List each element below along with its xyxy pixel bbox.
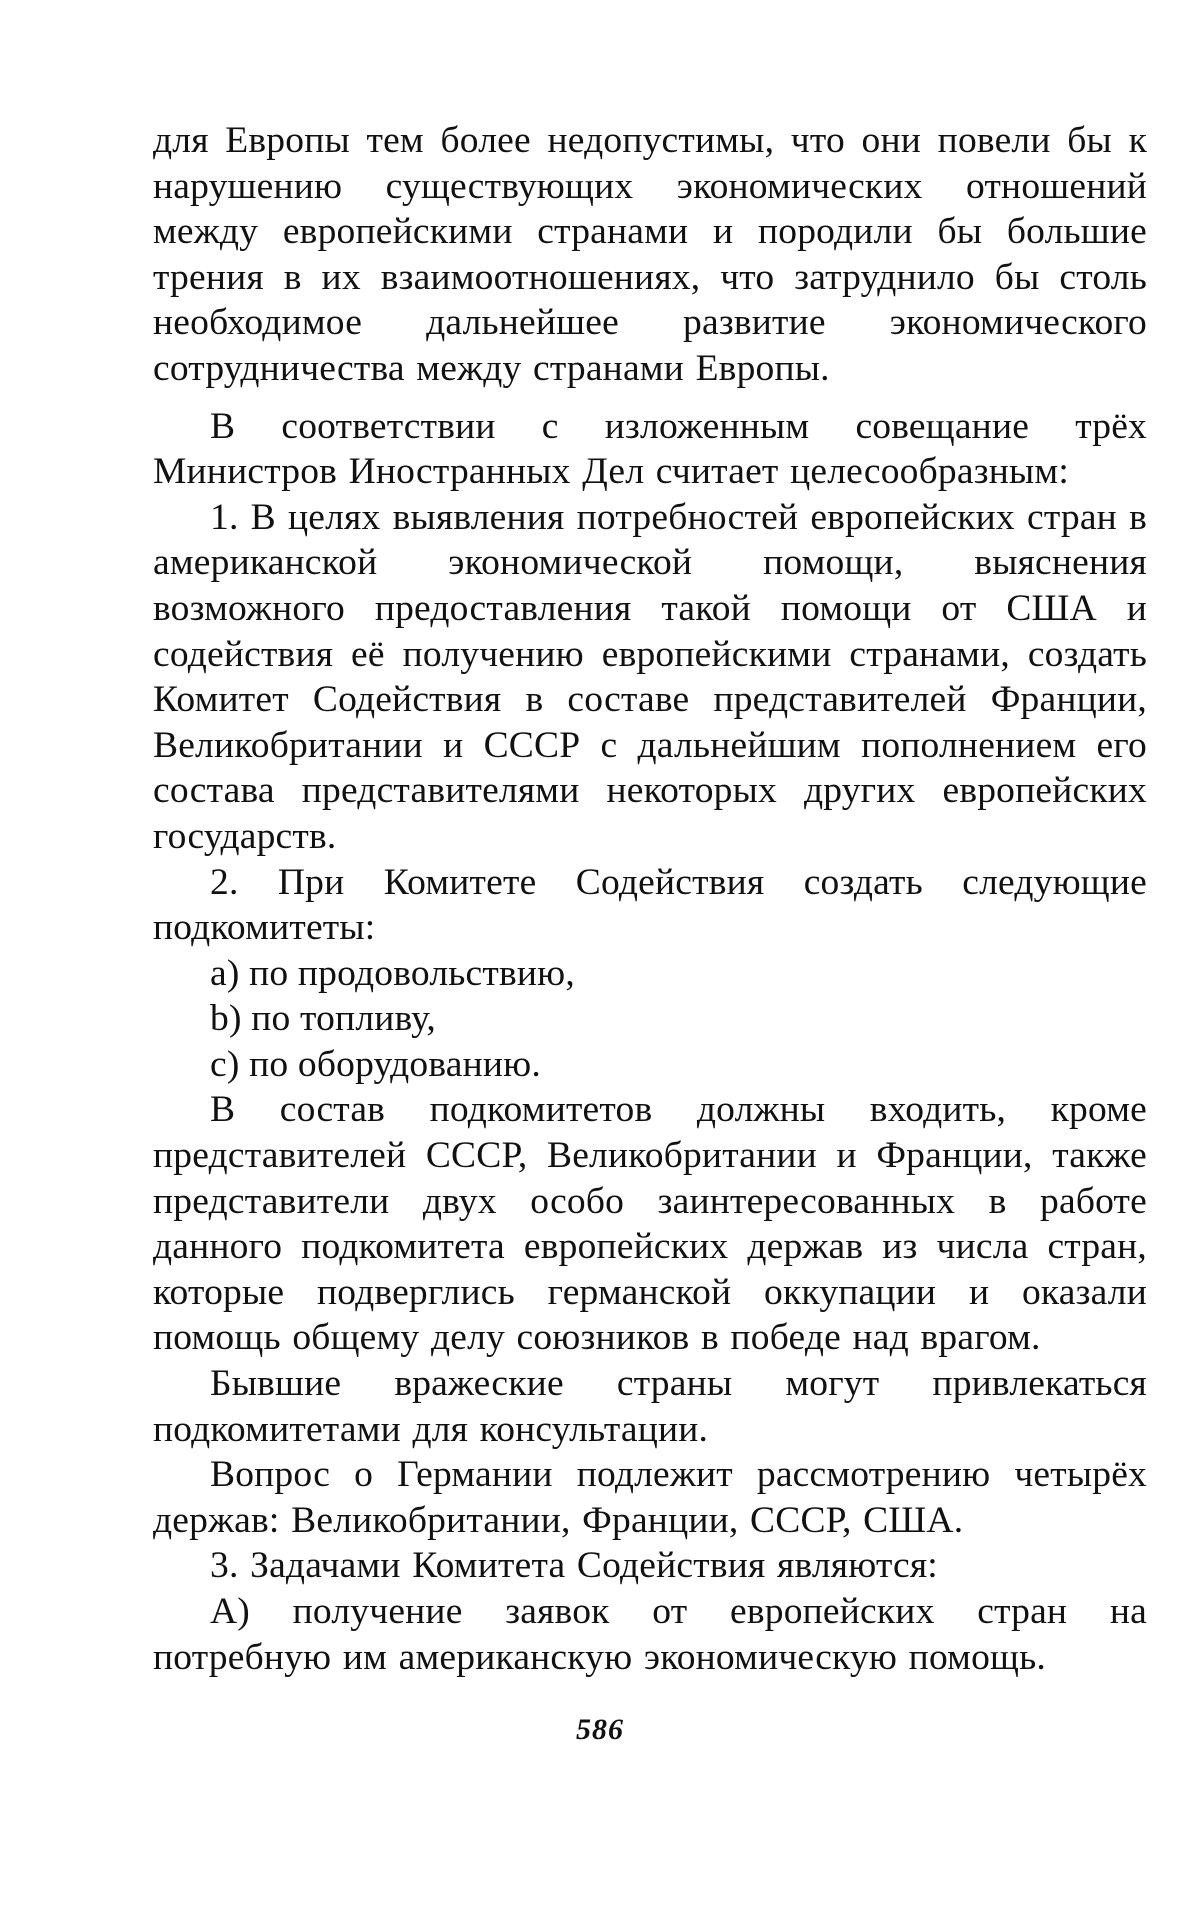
page-number: 586 xyxy=(576,1713,624,1746)
paragraph-item-3: 3. Задачами Комитета Содействия являются: xyxy=(210,1545,938,1587)
page-body xyxy=(153,118,1147,1680)
paragraph-conference-decision: В соответствии с изложенным совещание трёх Министров Иностранных Дел считает целесообразным: xyxy=(153,405,1147,493)
subcommittee-equipment: c) по оборудованию. xyxy=(210,1043,541,1085)
paragraph-germany-question: Вопрос о Германии подлежит рассмотрению четырёх держав: Великобритании, Франции, СССР, США. xyxy=(153,1454,1147,1541)
paragraph-item-2: 2. При Комитете Содействия создать следующие подкомитеты: xyxy=(153,861,1147,949)
paragraph-continuation: для Европы тем более недопустимы, что они повели бы к нарушению существующих экономических отношений между европейскими странами и породили бы большие трения в их взаимоотношениях, что затруднило бы столь необходимое дальнейшее развитие экономического сотрудничества между странами Европы. xyxy=(153,120,1147,389)
subcommittee-food: a) по продовольствию, xyxy=(210,952,575,994)
subcommittee-fuel: b) по топливу, xyxy=(210,998,436,1040)
paragraph-item-1: 1. В целях выявления потребностей европейских стран в американской экономической помощи, выяснения возможного предоставления такой помощи от США и содействия её получению европейскими странами, создать Комитет Содействия в составе представителей Франции, Великобритании и СССР с дальнейшим пополнением его состава представителями некоторых других европейских государств. xyxy=(153,496,1147,857)
paragraph-subcommittee-composition: В состав подкомитетов должны входить, кроме представителей СССР, Великобритании и Франции, также представители двух особо заинтересованных в работе данного подкомитета европейских держав из числа стран, которые подверглись германской оккупации и оказали помощь общему делу союзников в победе над врагом. xyxy=(153,1089,1147,1359)
paragraph-former-enemy-states: Бывшие вражеские страны могут привлекаться подкомитетами для консультации. xyxy=(153,1363,1147,1450)
paragraph-item-3a: А) получение заявок от европейских стран на потребную им американскую экономическую помощь. xyxy=(153,1591,1147,1678)
